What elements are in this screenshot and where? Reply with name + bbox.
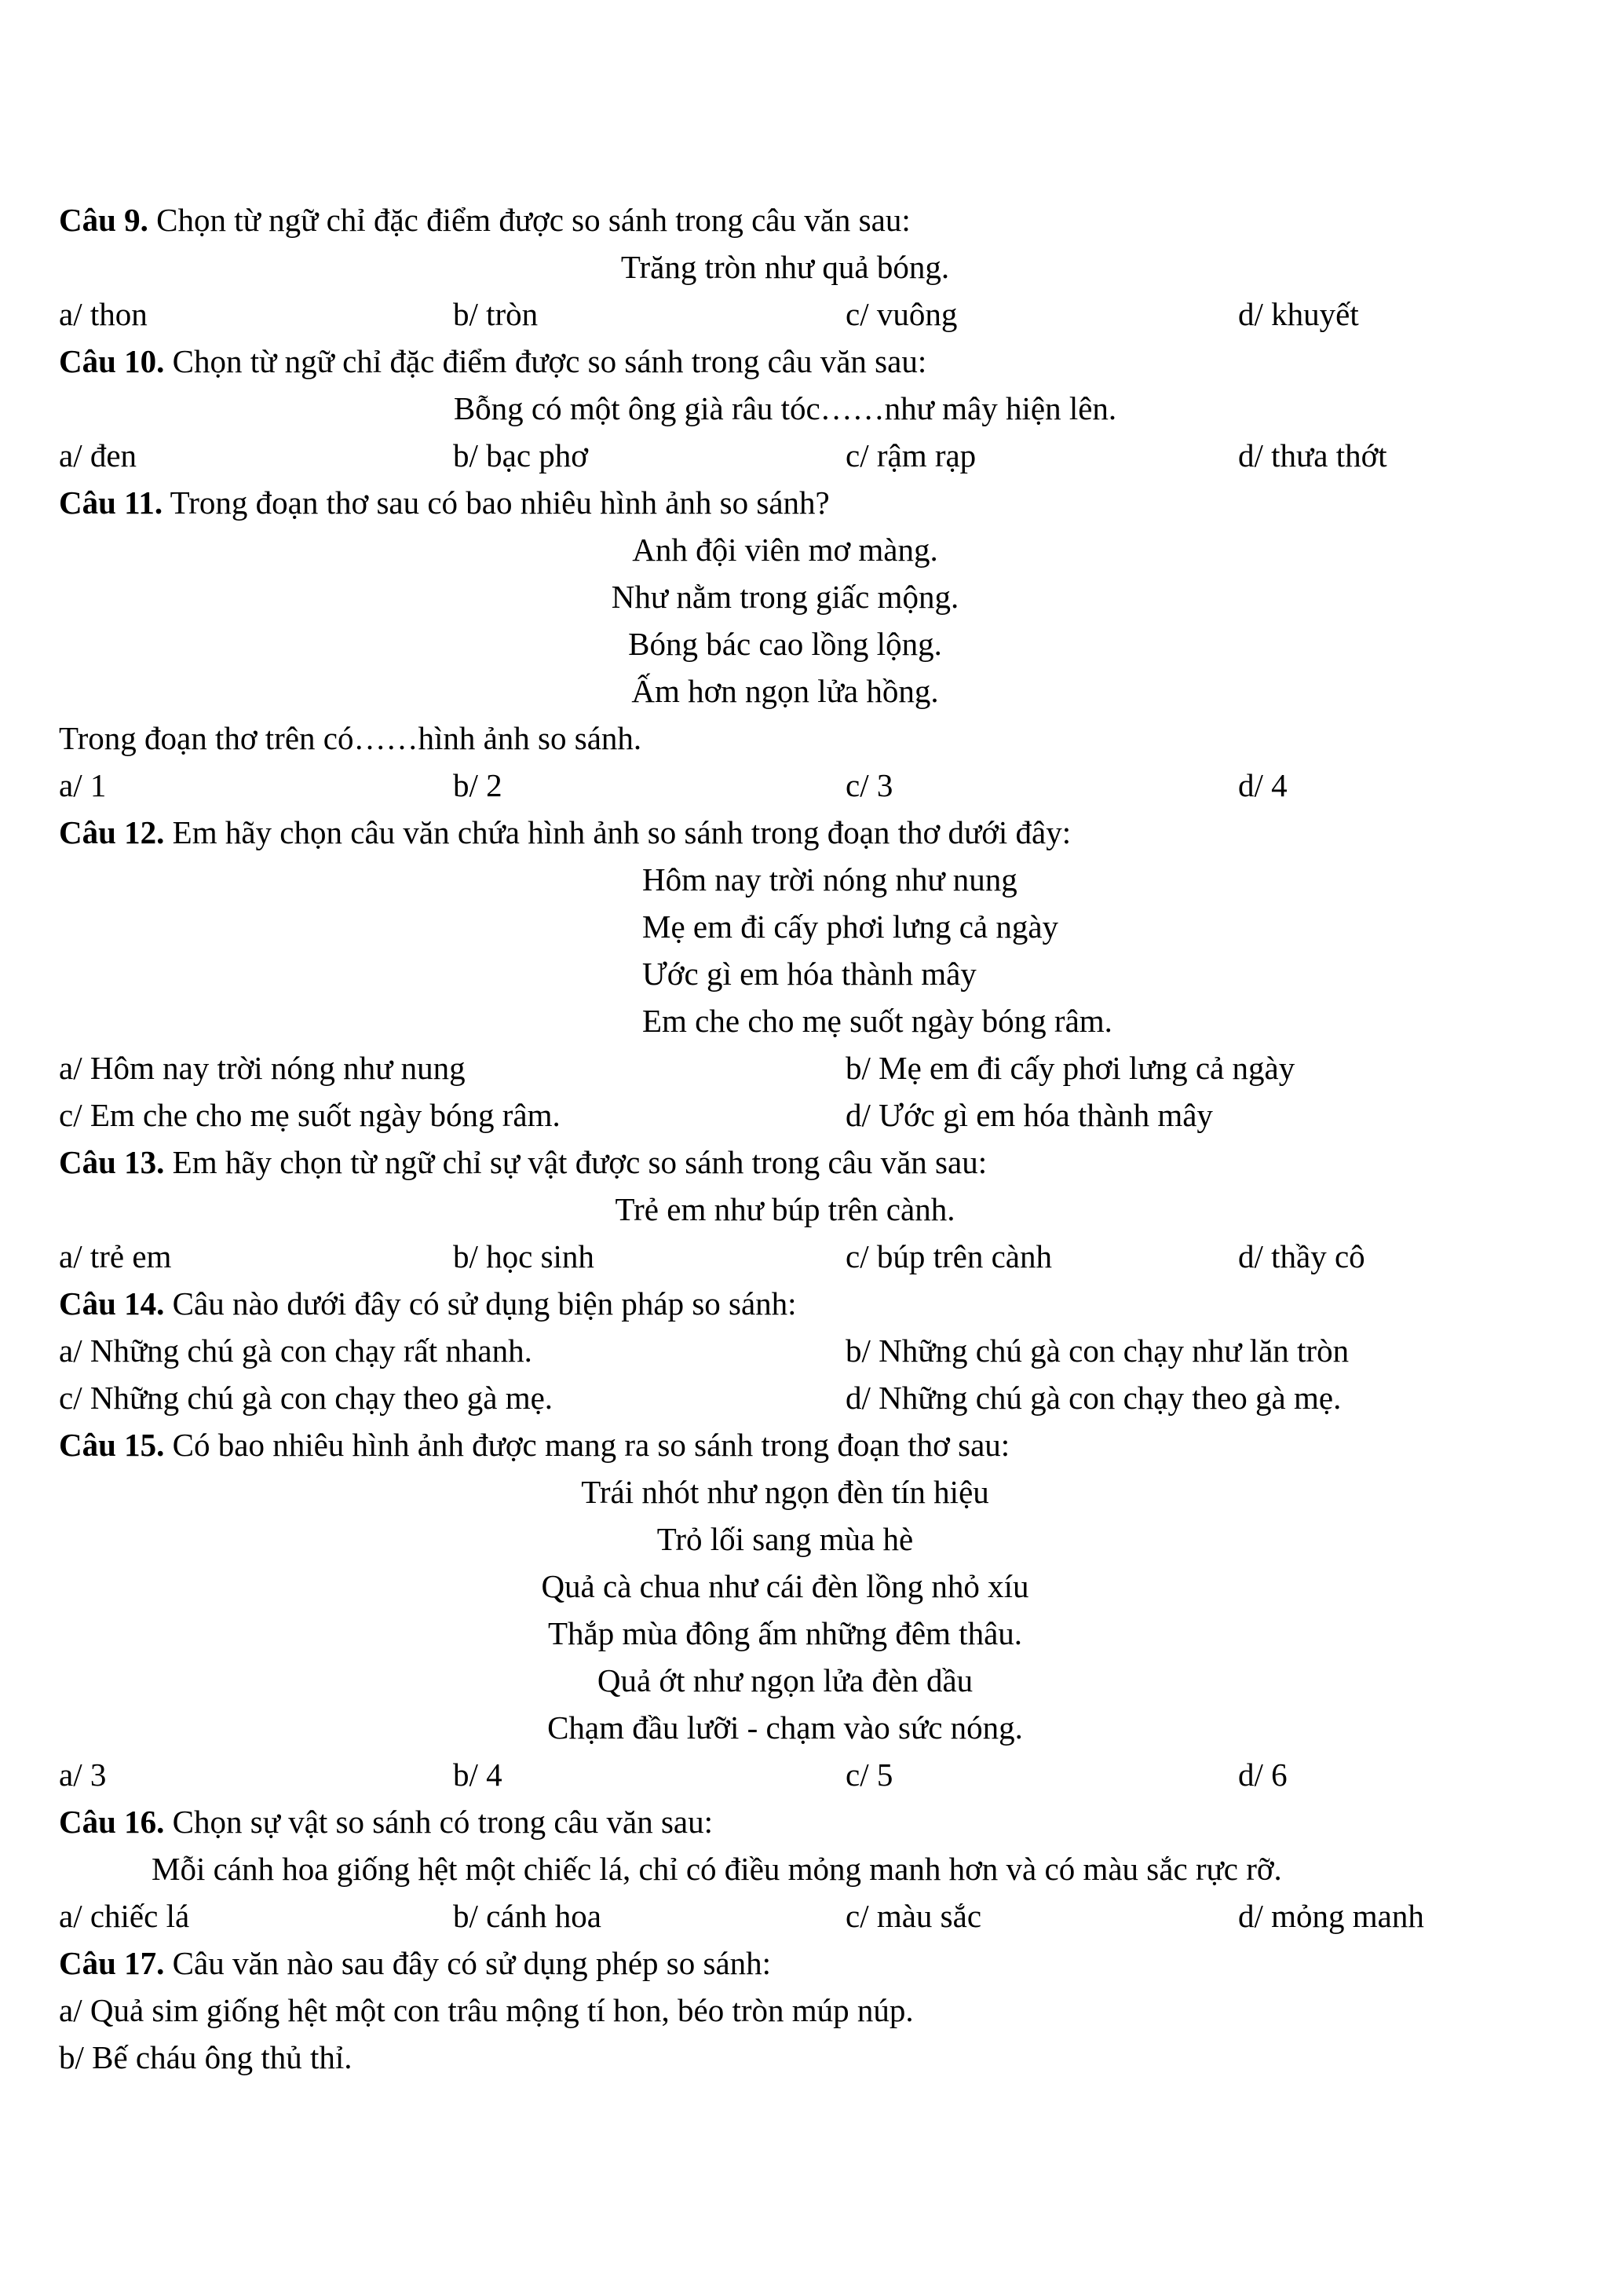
question-12-stem (59, 809, 1551, 856)
option-c: c/ màu sắc (846, 1898, 982, 1934)
option-a: a/ chiếc lá (59, 1898, 190, 1934)
question-10-stem (59, 338, 1551, 385)
option-b: b/ Những chú gà con chạy như lăn tròn (846, 1333, 1350, 1369)
option-b: b/ học sinh (453, 1238, 594, 1274)
question-text: Chọn từ ngữ chỉ đặc điểm được so sánh trong câu văn sau: (164, 343, 927, 379)
question-number: Câu 13. (59, 1144, 165, 1180)
question-12-options-row-2 (59, 1091, 1551, 1139)
question-number: Câu 15. (59, 1427, 165, 1463)
question-15-options (59, 1751, 1551, 1798)
question-number: Câu 14. (59, 1285, 165, 1322)
question-14-options-row-1 (59, 1327, 1551, 1374)
option-d: d/ mỏng manh (1238, 1898, 1424, 1934)
question-text: Em hãy chọn câu văn chứa hình ảnh so sánh trong đoạn thơ dưới đây: (164, 814, 1072, 850)
poem-line: Quả cà chua như cái đèn lồng nhỏ xíu (541, 1568, 1029, 1604)
option-d: d/ Ước gì em hóa thành mây (846, 1097, 1213, 1133)
question-number: Câu 10. (59, 343, 165, 379)
question-text: Chọn từ ngữ chỉ đặc điểm được so sánh trong câu văn sau: (148, 202, 911, 238)
question-text: Câu nào dưới đây có sử dụng biện pháp so sánh: (164, 1285, 797, 1322)
option-c: c/ Những chú gà con chạy theo gà mẹ. (59, 1380, 553, 1416)
question-9-stem (59, 196, 1551, 243)
option-c: c/ rậm rạp (846, 437, 977, 473)
poem-line: Bóng bác cao lồng lộng. (628, 626, 942, 662)
question-13-options (59, 1233, 1551, 1280)
poem-line: Ấm hơn ngọn lửa hồng. (631, 673, 939, 709)
option-b: b/ Bế cháu ông thủ thỉ. (59, 2039, 353, 2075)
option-b: b/ Mẹ em đi cấy phơi lưng cả ngày (846, 1050, 1295, 1086)
question-11-options (59, 762, 1551, 809)
option-c: c/ Em che cho mẹ suốt ngày bóng râm. (59, 1097, 561, 1133)
poem-line: Trỏ lối sang mùa hè (656, 1521, 914, 1557)
option-c: c/ búp trên cành (846, 1238, 1052, 1274)
poem-line: Hôm nay trời nóng như nung (642, 861, 1017, 898)
question-11-fill-blank: Trong đoạn thơ trên có……hình ảnh so sánh. (59, 720, 642, 756)
question-16-quote: Mỗi cánh hoa giống hệt một chiếc lá, chỉ có điều mỏng manh hơn và có màu sắc rực rỡ. (152, 1851, 1282, 1887)
option-b: b/ 4 (453, 1757, 502, 1793)
question-10-options (59, 432, 1551, 479)
option-d: d/ thưa thớt (1238, 437, 1387, 473)
poem-line: Chạm đầu lưỡi - chạm vào sức nóng. (547, 1709, 1023, 1746)
question-9-options (59, 291, 1551, 338)
option-c: c/ 3 (846, 767, 893, 803)
option-a: a/ 1 (59, 767, 107, 803)
question-number: Câu 16. (59, 1804, 165, 1840)
question-text: Câu văn nào sau đây có sử dụng phép so sánh: (164, 1945, 772, 1981)
poem-line: Ước gì em hóa thành mây (642, 956, 977, 992)
option-d: d/ thầy cô (1238, 1238, 1365, 1274)
option-a: a/ đen (59, 437, 137, 473)
option-c: c/ vuông (846, 296, 958, 332)
question-13-quote: Trẻ em như búp trên cành. (615, 1191, 955, 1227)
question-9-quote: Trăng tròn như quả bóng. (620, 249, 950, 285)
question-text: Có bao nhiêu hình ảnh được mang ra so sánh trong đoạn thơ sau: (164, 1427, 1010, 1463)
question-16-stem (59, 1798, 1551, 1845)
question-number: Câu 9. (59, 202, 148, 238)
question-number: Câu 11. (59, 484, 163, 521)
option-b: b/ cánh hoa (453, 1898, 601, 1934)
option-d: d/ khuyết (1238, 296, 1359, 332)
option-d: d/ 4 (1238, 767, 1288, 803)
question-13-stem (59, 1139, 1551, 1186)
poem-line: Quả ớt như ngọn lửa đèn dầu (597, 1662, 974, 1698)
question-14-options-row-2 (59, 1374, 1551, 1421)
option-b: b/ 2 (453, 767, 502, 803)
document-page (59, 196, 1551, 2081)
question-14-stem (59, 1280, 1551, 1327)
option-c: c/ 5 (846, 1757, 893, 1793)
option-a: a/ Hôm nay trời nóng như nung (59, 1050, 466, 1086)
question-17-stem (59, 1940, 1551, 1987)
option-a: a/ trẻ em (59, 1238, 172, 1274)
poem-line: Anh đội viên mơ màng. (632, 532, 938, 568)
option-a: a/ thon (59, 296, 148, 332)
option-a: a/ 3 (59, 1757, 107, 1793)
question-12-options-row-1 (59, 1044, 1551, 1091)
poem-line: Thắp mùa đông ấm những đêm thâu. (547, 1615, 1023, 1651)
poem-line: Mẹ em đi cấy phơi lưng cả ngày (642, 909, 1059, 945)
question-15-stem (59, 1421, 1551, 1468)
question-10-quote: Bỗng có một ông già râu tóc……như mây hiện lên. (453, 390, 1117, 426)
option-a: a/ Những chú gà con chạy rất nhanh. (59, 1333, 532, 1369)
option-b: b/ tròn (453, 296, 539, 332)
option-b: b/ bạc phơ (453, 437, 588, 473)
poem-line: Trái nhót như ngọn đèn tín hiệu (581, 1474, 989, 1510)
question-text: Em hãy chọn từ ngữ chỉ sự vật được so sánh trong câu văn sau: (164, 1144, 988, 1180)
option-a: a/ Quả sim giống hệt một con trâu mộng tí hon, béo tròn múp núp. (59, 1992, 914, 2028)
poem-line: Em che cho mẹ suốt ngày bóng râm. (642, 1003, 1112, 1039)
question-11-stem (59, 479, 1551, 526)
question-text: Trong đoạn thơ sau có bao nhiêu hình ảnh so sánh? (163, 484, 830, 521)
option-d: d/ 6 (1238, 1757, 1288, 1793)
poem-line: Như nằm trong giấc mộng. (611, 579, 959, 615)
question-number: Câu 17. (59, 1945, 165, 1981)
question-text: Chọn sự vật so sánh có trong câu văn sau: (164, 1804, 714, 1840)
question-16-options (59, 1892, 1551, 1940)
question-number: Câu 12. (59, 814, 165, 850)
option-d: d/ Những chú gà con chạy theo gà mẹ. (846, 1380, 1342, 1416)
